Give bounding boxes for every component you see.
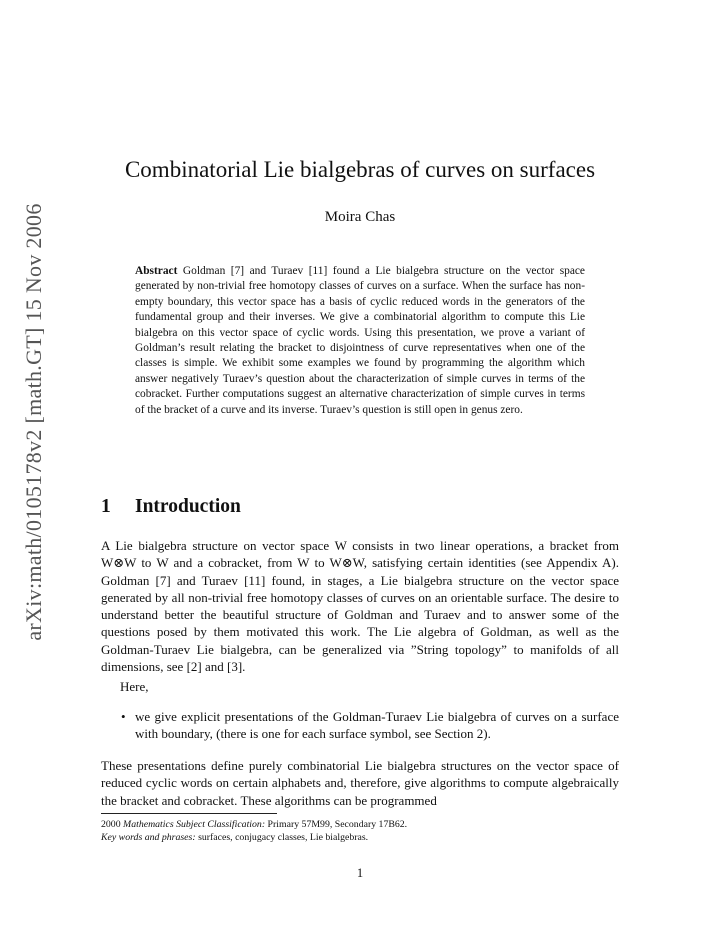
intro-paragraph-2: Here, (120, 679, 149, 694)
footnote-msc-text: Primary 57M99, Secondary 17B62. (265, 819, 408, 830)
bullet-icon: • (121, 709, 126, 724)
section-title: Introduction (135, 496, 241, 517)
footnote-keywords (101, 831, 619, 844)
footnote-msc (101, 818, 619, 831)
footnote-divider (101, 813, 277, 814)
arxiv-identifier-stamp: arXiv:math/0105178v2 [math.GT] 15 Nov 2006 (21, 203, 46, 641)
footnote-msc-label: Mathematics Subject Classification: (123, 819, 266, 830)
abstract (135, 264, 585, 418)
page-number: 1 (356, 866, 364, 880)
paper-title: Combinatorial Lie bialgebras of curves on surfaces (124, 157, 596, 182)
author-name: Moira Chas (324, 209, 396, 225)
list-item-text: we give explicit presentations of the Goldman-Turaev Lie bialgebra of curves on a surface with boundary, (there is one for each surface symbol, see Section 2). (135, 709, 619, 742)
intro-paragraph-1: A Lie bialgebra structure on vector space W consists in two linear operations, a bracket from W⊗W to W and a cobracket, from W to W⊗W, satisfying certain identities (see Appendix A). Goldman [7] and Turaev [11] found, in stages, a Lie bialgebra structure on the vector space generated by all non-trivial free homotopy classes of curves on an orientable surface. The desire to understand better the beautiful structure of Goldman and Turaev and to answer some of the questions posed by them motivated this work. The Lie algebra of Goldman, as well as the Goldman-Turaev Lie bialgebra, can be generalized via ”String topology” to manifolds of all dimensions, see [2] and [3]. (101, 538, 619, 675)
section-number: 1 (101, 496, 111, 517)
abstract-label: Abstract (135, 265, 178, 277)
abstract-text: Goldman [7] and Turaev [11] found a Lie bialgebra structure on the vector space generated by non-trivial free homotopy classes of curves on a surface. When the surface has non-empty boundary, this vector space has a basis of cyclic reduced words in the generators of the fundamental group and their inverses. We give a combinatorial algorithm to compute this Lie bialgebra on this vector space of cyclic words. Using this presentation, we prove a variant of Goldman’s result relating the bracket to disjointness of curve representatives when one of the classes is simple. We exhibit some examples we found by programming the algorithm which answer negatively Turaev’s question about the characterization of simple curves in terms of the cobracket. Further computations suggest an alternative characterization of simple curves in terms of the bracket of a curve and its inverse. Turaev’s question is still open in genus zero. (135, 265, 585, 416)
section-heading (101, 496, 241, 518)
footnote-msc-year: 2000 (101, 819, 124, 830)
footnote-keywords-text: surfaces, conjugacy classes, Lie bialgebras. (195, 832, 369, 843)
footnote-keywords-label: Key words and phrases: (101, 832, 196, 843)
intro-paragraph-3: These presentations define purely combinatorial Lie bialgebra structures on the vector space of reduced cyclic words on certain alphabets and, therefore, give algorithms to compute algebraically the bracket and cobracket. These algorithms can be programmed (101, 758, 619, 808)
